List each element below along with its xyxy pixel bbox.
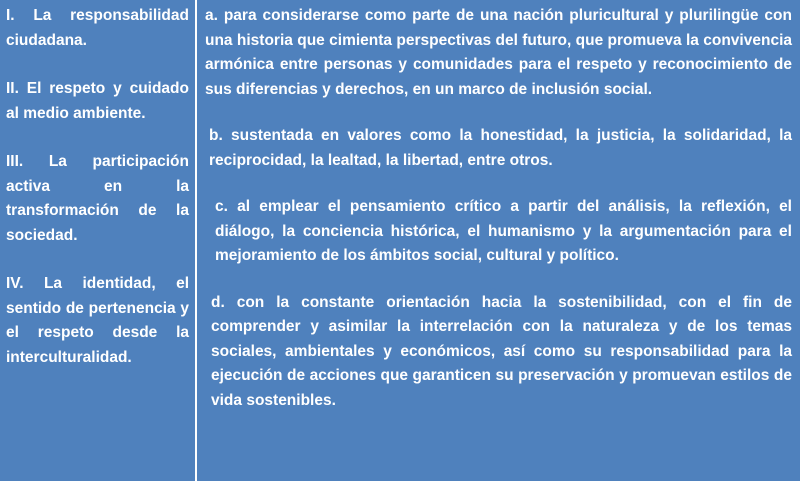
- left-item-2: II. El respeto y cuidado al medio ambiente.: [6, 80, 189, 122]
- left-item-1: I. La responsabilidad ciudadana.: [6, 7, 189, 49]
- right-item-b: b. sustentada en valores como la honestidad, la justicia, la solidaridad, la reciprocidad, la lealtad, la libertad, entre otros.: [209, 127, 792, 169]
- left-column: [0, 0, 195, 481]
- right-item-a: a. para considerarse como parte de una nación pluricultural y plurilingüe con una historia que cimienta perspectivas del futuro, que promueva la convivencia armónica entre personas y comunidades para el respeto y reconocimiento de sus diferencias y derechos, en un marco de inclusión social.: [205, 7, 792, 98]
- left-item-4: IV. La identidad, el sentido de pertenencia y el respeto desde la interculturalidad.: [6, 275, 189, 366]
- right-item-c: c. al emplear el pensamiento crítico a partir del análisis, la reflexión, el diálogo, la conciencia histórica, el humanismo y la argumentación para el mejoramiento de los ámbitos social, cultural y político.: [215, 198, 792, 264]
- right-column: [197, 0, 800, 481]
- right-item-d: d. con la constante orientación hacia la sostenibilidad, con el fin de comprender y asimilar la interrelación con la naturaleza y de los temas sociales, ambientales y económicos, así como su responsabilidad para la ejecución de acciones que garanticen su preservación y promuevan estilos de vida sostenibles.: [211, 293, 792, 409]
- left-item-3: III. La participación activa en la transformación de la sociedad.: [6, 153, 189, 244]
